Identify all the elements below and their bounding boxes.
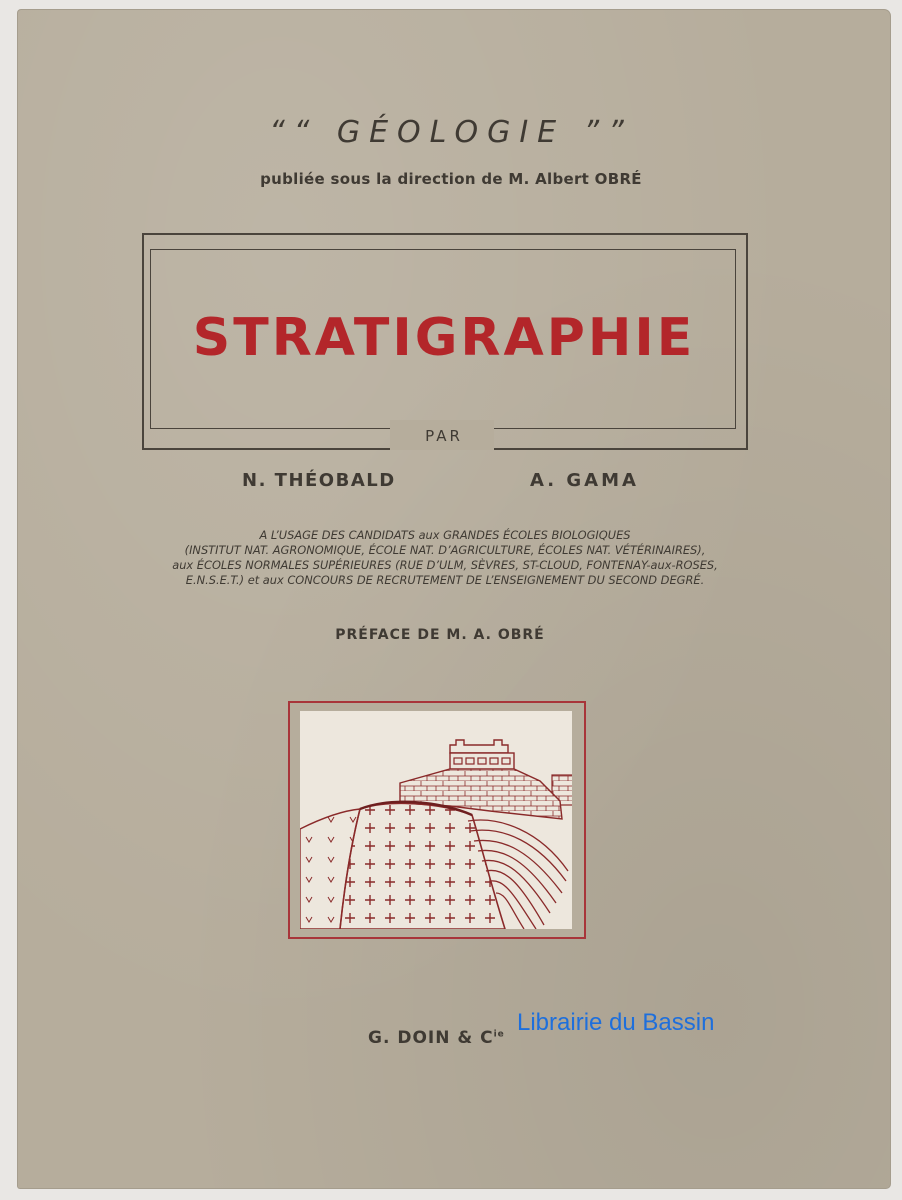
cross-section-drawing: [300, 711, 572, 929]
audience-line: aux ÉCOLES NORMALES SUPÉRIEURES (RUE D’ULM, SÈVRES, ST-CLOUD, FONTENAY-aux-ROSES,: [172, 558, 718, 572]
book-title: STRATIGRAPHIE: [192, 308, 696, 368]
series-direction: publiée sous la direction de M. Albert OBRÉ: [260, 170, 642, 188]
audience-line: A L’USAGE DES CANDIDATS aux GRANDES ÉCOLES BIOLOGIQUES: [259, 528, 631, 542]
watermark-text: Librairie du Bassin: [517, 1009, 715, 1036]
audience-line: E.N.S.E.T.) et aux CONCOURS DE RECRUTEMENT DE L’ENSEIGNEMENT DU SECOND DEGRÉ.: [185, 573, 705, 587]
publisher-sup: ie: [493, 1029, 505, 1040]
author-gama: A. GAMA: [530, 470, 639, 491]
intended-audience: [130, 528, 760, 588]
publisher-name: G. DOIN & C: [368, 1028, 494, 1048]
audience-line: (INSTITUT NAT. AGRONOMIQUE, ÉCOLE NAT. D’AGRICULTURE, ÉCOLES NAT. VÉTÉRINAIRES),: [184, 543, 706, 557]
cover-illustration-frame: [288, 701, 586, 939]
by-label: PAR: [425, 427, 463, 445]
publisher: [368, 1028, 505, 1048]
geological-cross-section-illustration: [300, 711, 572, 929]
preface-credit: PRÉFACE DE M. A. OBRÉ: [335, 627, 545, 643]
series-title: ““ GÉOLOGIE ””: [269, 115, 633, 150]
author-theobald: N. THÉOBALD: [242, 470, 396, 491]
